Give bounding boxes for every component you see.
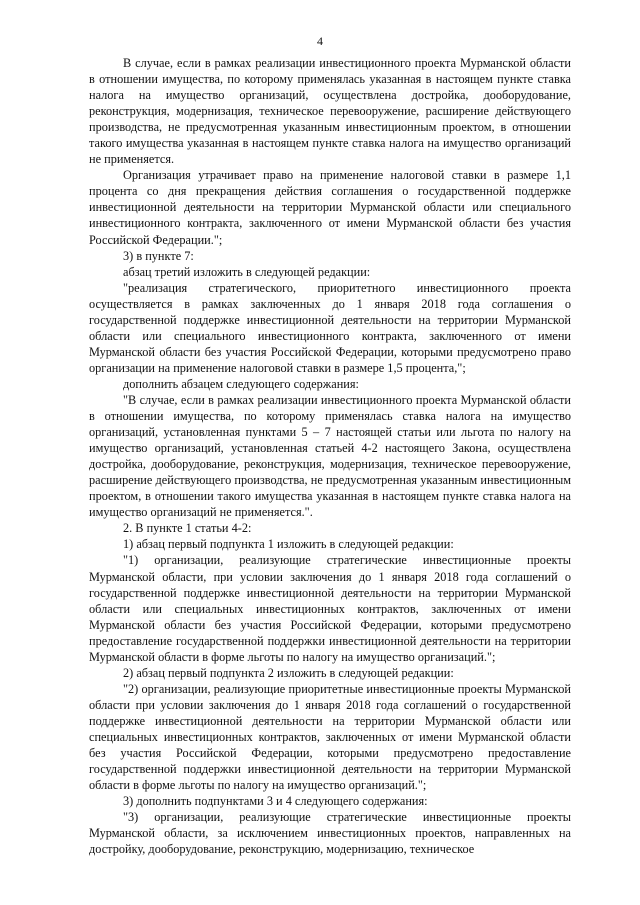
paragraph-subitem-2: 2) абзац первый подпункта 2 изложить в следующей редакции:	[123, 665, 454, 680]
paragraph-supplement: дополнить абзацем следующего содержания:	[123, 376, 359, 391]
paragraph-strategic-quote: "1) организации, реализующие стратегические инвестиционные проекты Мурманской области, при условии заключения до 1 января 2018 года соглашений о государственной поддержке инвестиционной деятельности на территории Мурманской области или специальных инвестиционных контрактов, заключенных от имени Мурманской области без участия Российской Федерации, которыми предусмотрено предоставление государственной поддержки инвестиционной деятельности на территории Мурманской области в форме льготы по налогу на имущество организаций.";	[89, 553, 571, 664]
page-number: 4	[317, 34, 323, 48]
paragraph-realization-quote: "реализация стратегического, приоритетного инвестиционного проекта осуществляется в рамках заключенных до 1 января 2018 года соглашения о государственной поддержке инвестиционной деятельности на территории Мурманской области или специального инвестиционного контракта, заключенного от имени Мурманской области без участия Российской Федерации, которыми предусмотрено право организации на применение налоговой ставки в размере 1,5 процента,";	[89, 280, 571, 375]
paragraph-loss-of-right: Организация утрачивает право на применение налоговой ставки в размере 1,1 процента со дня прекращения действия соглашения о государственной поддержке инвестиционной деятельности на территории Мурманской области или специального инвестиционного контракта, заключенного от имени Мурманской области без участия Российской Федерации.";	[89, 168, 571, 247]
paragraph-item-3: 3) в пункте 7:	[123, 248, 194, 263]
paragraph-article-4-2: 2. В пункте 1 статьи 4-2:	[123, 521, 252, 536]
paragraph-subitems-3-4-quote: "3) организации, реализующие стратегические инвестиционные проекты Мурманской области, за исключением инвестиционных проектов, направленных на достройку, дооборудование, реконструкцию, модернизацию, техническое	[89, 810, 571, 857]
paragraph-subitem-3: 3) дополнить подпунктами 3 и 4 следующего содержания:	[123, 794, 428, 809]
paragraph-case-dostroyka: В случае, если в рамках реализации инвестиционного проекта Мурманской области в отношении имущества, по которому применялась указанная в настоящем пункте ставка налога на имущество организаций, осуществлена достройка, дооборудование, реконструкция, модернизация, техническое перевооружение, расширение действующего производства, не предусмотренная указанным инвестиционным проектом, в отношении такого имущества указанная в настоящем пункте ставка налога на имущество организаций не применяется.	[89, 56, 571, 167]
paragraph-third-abzac: абзац третий изложить в следующей редакции:	[123, 264, 371, 279]
document-body	[89, 55, 571, 857]
paragraph-subitem-1: 1) абзац первый подпункта 1 изложить в следующей редакции:	[123, 537, 454, 552]
paragraph-priority-quote: "2) организации, реализующие приоритетные инвестиционные проекты Мурманской области при условии заключения до 1 января 2018 года соглашений о государственной поддержке инвестиционной деятельности на территории Мурманской области или специальных инвестиционных контрактов, заключенных от имени Мурманской области без участия Российской Федерации, которыми предусмотрено предоставление государственной поддержки инвестиционной деятельности на территории Мурманской области в форме льготы по налогу на имущество организаций.";	[89, 681, 571, 793]
paragraph-case-quote: "В случае, если в рамках реализации инвестиционного проекта Мурманской области в отношении имущества, по которому применялась ставка налога на имущество организаций, установленная пунктами 5 – 7 настоящей статьи или льгота по налогу на имущество организаций, установленная статьей 4-2 настоящего Закона, осуществлена достройка, дооборудование, реконструкция, модернизация, техническое перевооружение, расширение действующего производства, не предусмотренная указанным инвестиционным проектом, в отношении такого имущества указанная в настоящем пункте ставка налога на имущество организаций не применяется.".	[89, 392, 571, 520]
